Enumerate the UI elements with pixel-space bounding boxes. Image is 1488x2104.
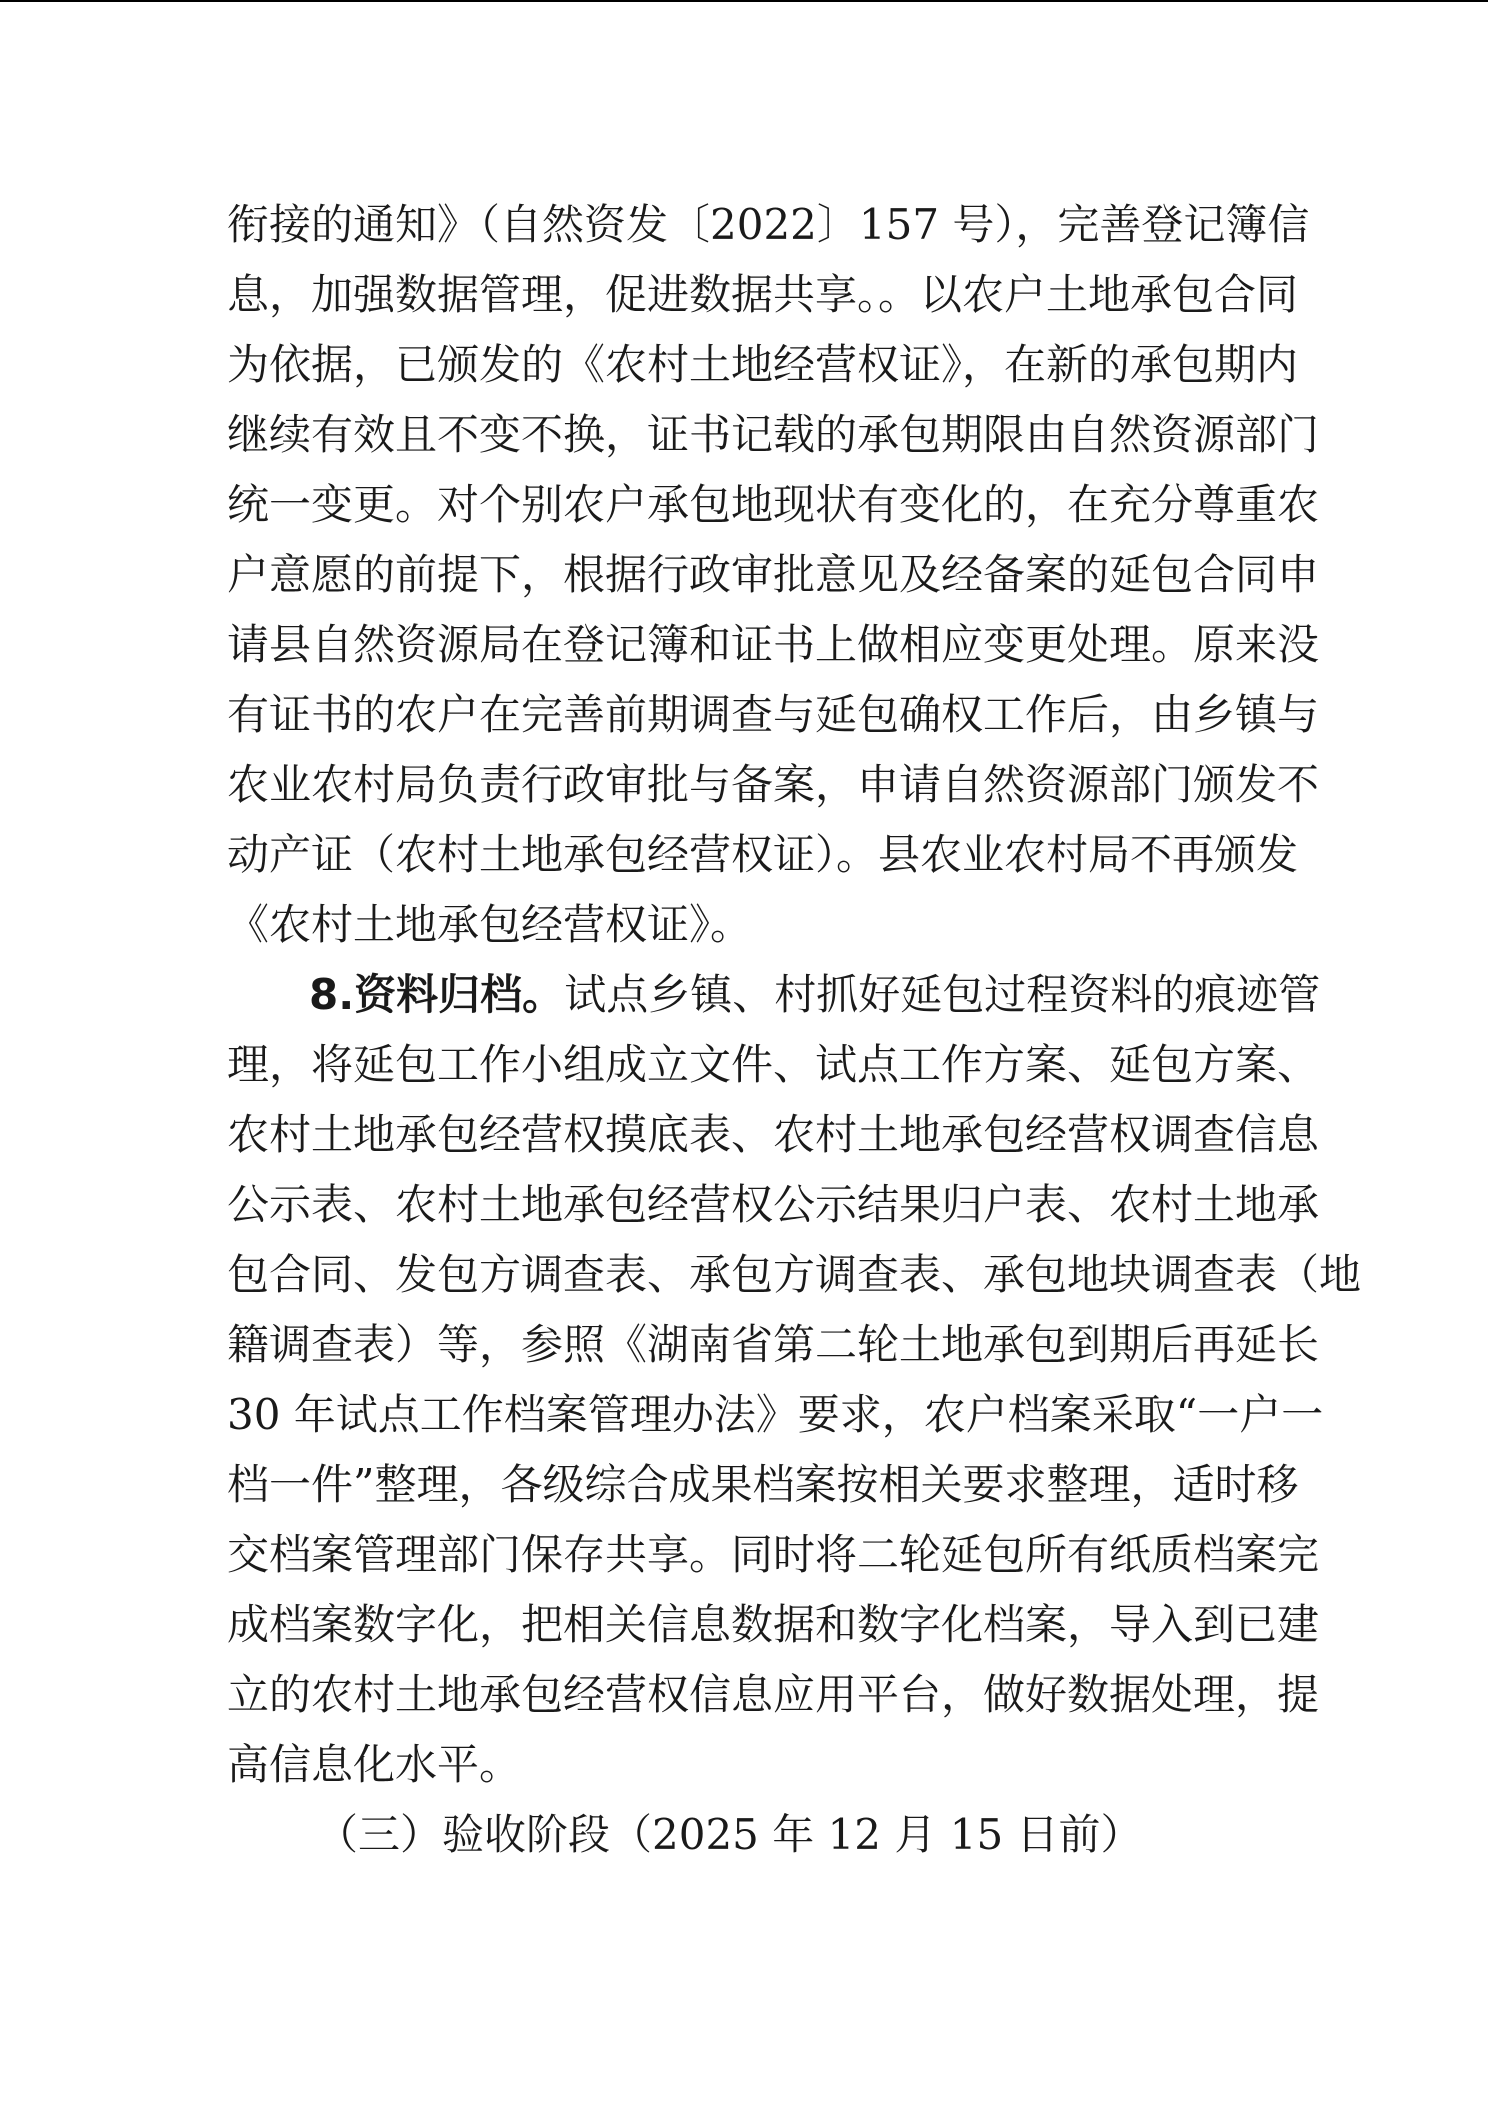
text-line: 农村土地承包经营权摸底表、农村土地承包经营权调查信息 — [227, 1110, 1320, 1159]
text-line: 理，将延包工作小组成立文件、试点工作方案、延包方案、 — [227, 1040, 1320, 1089]
text-line: 继续有效且不变不换，证书记载的承包期限由自然资源部门 — [227, 410, 1320, 459]
text-line: 交档案管理部门保存共享。同时将二轮延包所有纸质档案完 — [227, 1530, 1320, 1579]
text-line: 档一件”整理，各级综合成果档案按相关要求整理，适时移 — [227, 1460, 1299, 1509]
text-line: 籍调查表）等，参照《湖南省第二轮土地承包到期后再延长 — [227, 1320, 1320, 1369]
text-line: 《农村土地承包经营权证》。 — [227, 900, 753, 949]
text-line-first — [309, 960, 1321, 1030]
text-line: 请县自然资源局在登记簿和证书上做相应变更处理。原来没 — [227, 620, 1320, 669]
text-line: 为依据，已颁发的《农村土地经营权证》，在新的承包期内 — [227, 340, 1299, 389]
text-line: 统一变更。对个别农户承包地现状有变化的，在充分尊重农 — [227, 480, 1320, 529]
text-line: 息，加强数据管理，促进数据共享。。以农户土地承包合同 — [227, 270, 1299, 319]
section-heading: （三）验收阶段（2025 年 12 月 15 日前） — [316, 1810, 1143, 1859]
text-line: 有证书的农户在完善前期调查与延包确权工作后，由乡镇与 — [227, 690, 1320, 739]
text-line: 衔接的通知》（自然资发〔2022〕157 号），完善登记簿信 — [227, 200, 1310, 249]
text-line: 户意愿的前提下，根据行政审批意见及经备案的延包合同申 — [227, 550, 1320, 599]
text-line: 成档案数字化，把相关信息数据和数字化档案，导入到已建 — [227, 1600, 1320, 1649]
text-line: 30 年试点工作档案管理办法》要求，农户档案采取“一户一 — [227, 1390, 1324, 1439]
text-line: 农业农村局负责行政审批与备案，申请自然资源部门颁发不 — [227, 760, 1320, 809]
text-line: 高信息化水平。 — [227, 1740, 522, 1789]
text-run: 试点乡镇、村抓好延包过程资料的痕迹管 — [564, 970, 1321, 1019]
text-line: 包合同、发包方调查表、承包方调查表、承包地块调查表（地 — [227, 1250, 1362, 1299]
text-line: 立的农村土地承包经营权信息应用平台，做好数据处理，提 — [227, 1670, 1320, 1719]
text-line: 动产证（农村土地承包经营权证）。县农业农村局不再颁发 — [227, 830, 1299, 879]
paragraph-heading: 8.资料归档。 — [309, 970, 565, 1019]
text-line: 公示表、农村土地承包经营权公示结果归户表、农村土地承 — [227, 1180, 1320, 1229]
